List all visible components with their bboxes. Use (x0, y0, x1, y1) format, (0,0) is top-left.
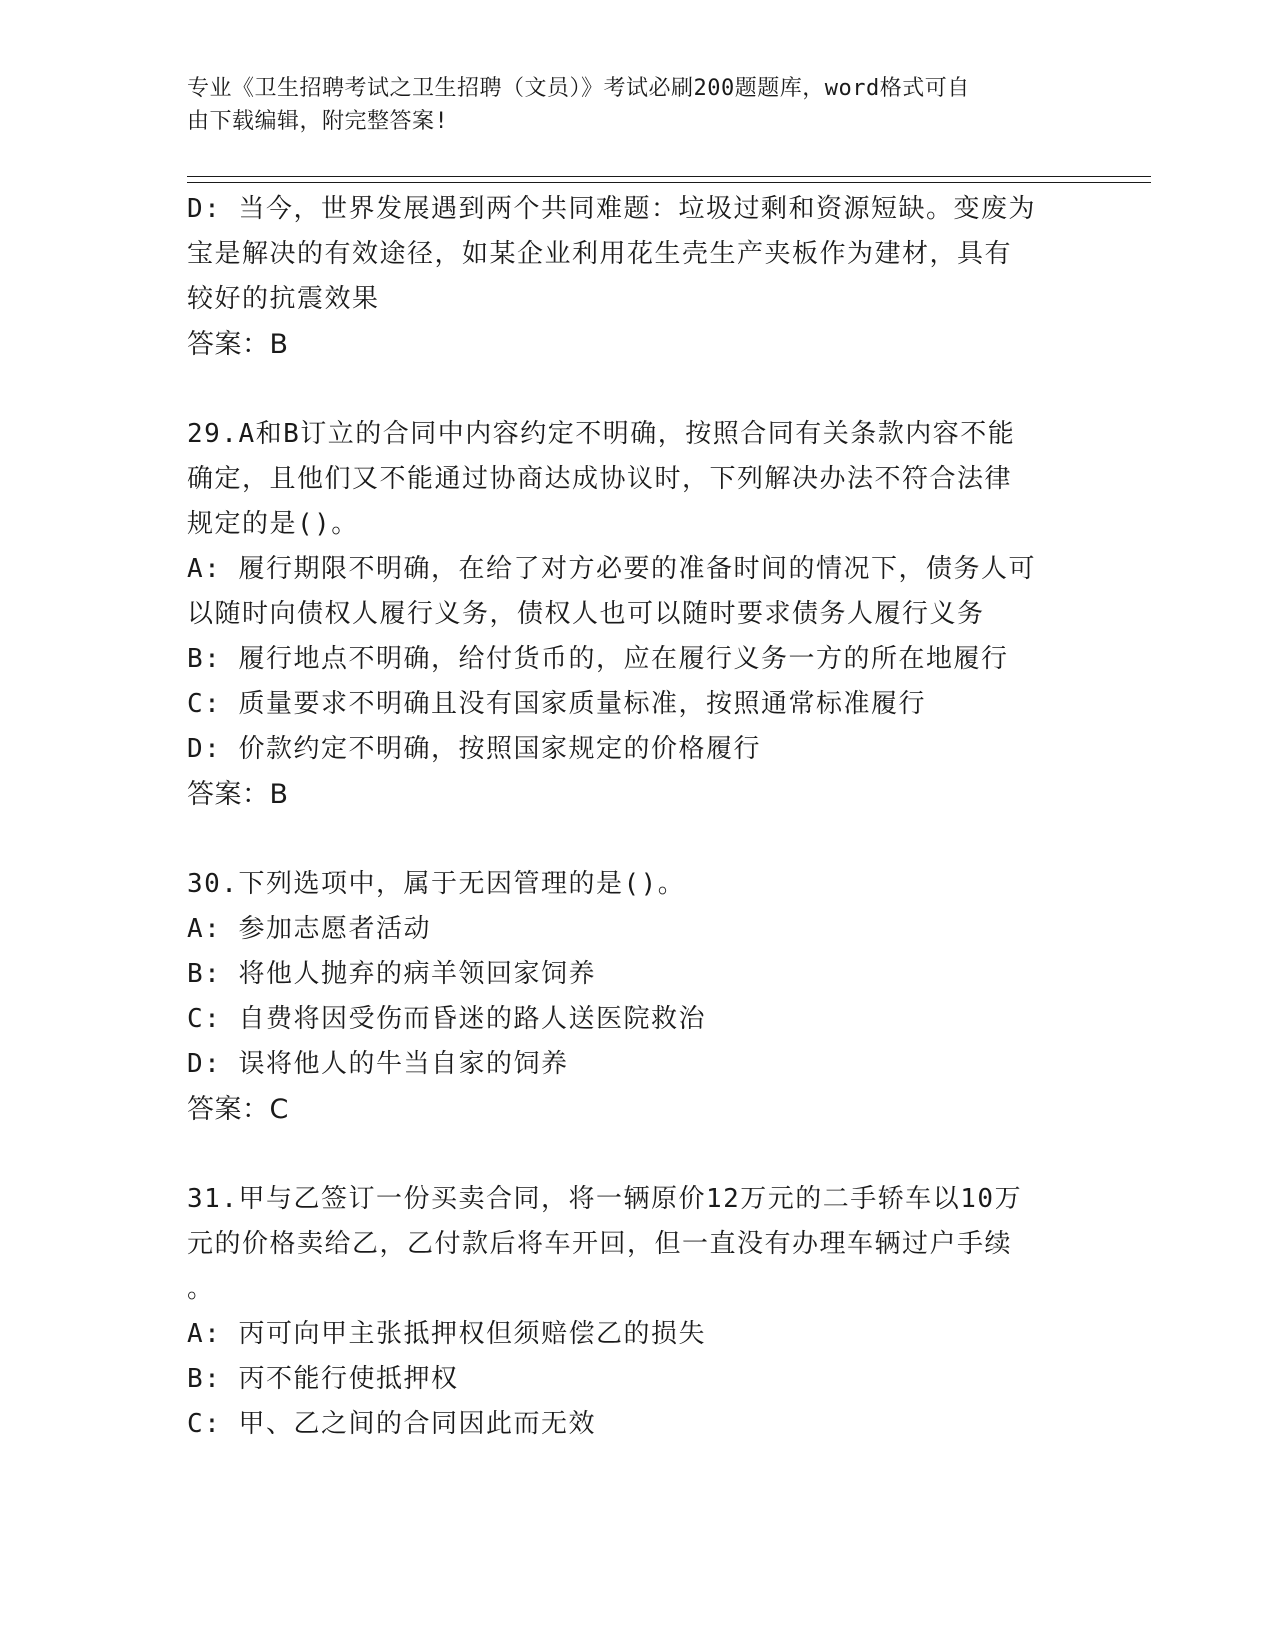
option-line: C: 自费将因受伤而昏迷的路人送医院救治 (187, 1004, 706, 1034)
answer-line: 答案：C (187, 1094, 289, 1125)
answer-line: 答案：B (187, 329, 289, 360)
question-block (187, 862, 1087, 1132)
question-stem-line: 30.下列选项中，属于无因管理的是()。 (187, 869, 686, 899)
document-header (187, 72, 1067, 138)
header-line: 专业《卫生招聘考试之卫生招聘（文员）》考试必刷200题题库，word格式可自 (187, 76, 970, 101)
question-content (187, 187, 1087, 1447)
option-line: C: 质量要求不明确且没有国家质量标准，按照通常标准履行 (187, 689, 926, 719)
option-line: B: 履行地点不明确，给付货币的，应在履行义务一方的所在地履行 (187, 644, 1009, 674)
option-line: D: 当今，世界发展遇到两个共同难题：垃圾过剩和资源短缺。变废为 (187, 194, 1036, 224)
option-line: 较好的抗震效果 (187, 284, 380, 314)
question-stem-line: 确定，且他们又不能通过协商达成协议时，下列解决办法不符合法律 (187, 464, 1013, 494)
option-line: C: 甲、乙之间的合同因此而无效 (187, 1409, 596, 1439)
option-line: A: 参加志愿者活动 (187, 914, 431, 944)
option-line: D: 误将他人的牛当自家的饲养 (187, 1049, 569, 1079)
previous-question-tail (187, 187, 1087, 367)
header-divider (187, 176, 1151, 177)
question-stem-line: 元的价格卖给乙，乙付款后将车开回，但一直没有办理车辆过户手续 (187, 1229, 1013, 1259)
option-line: B: 丙不能行使抵押权 (187, 1364, 459, 1394)
question-stem-line: 31.甲与乙签订一份买卖合同，将一辆原价12万元的二手轿车以10万 (187, 1184, 1023, 1214)
option-line: D: 价款约定不明确，按照国家规定的价格履行 (187, 734, 761, 764)
option-line: B: 将他人抛弃的病羊领回家饲养 (187, 959, 596, 989)
question-block (187, 412, 1087, 817)
question-stem-line: 规定的是()。 (187, 509, 359, 539)
spacer (187, 367, 1087, 412)
header-divider (187, 182, 1151, 183)
question-block (187, 1177, 1087, 1447)
option-line: A: 丙可向甲主张抵押权但须赔偿乙的损失 (187, 1319, 706, 1349)
question-stem-line: 。 (187, 1274, 215, 1304)
spacer (187, 1132, 1087, 1177)
answer-line: 答案：B (187, 779, 289, 810)
question-stem-line: 29.A和B订立的合同中内容约定不明确，按照合同有关条款内容不能 (187, 419, 1016, 449)
option-line: 以随时向债权人履行义务，债权人也可以随时要求债务人履行义务 (187, 599, 985, 629)
spacer (187, 817, 1087, 862)
option-line: A: 履行期限不明确，在给了对方必要的准备时间的情况下，债务人可 (187, 554, 1036, 584)
header-line: 由下载编辑，附完整答案! (187, 109, 449, 134)
option-line: 宝是解决的有效途径，如某企业利用花生壳生产夹板作为建材，具有 (187, 239, 1013, 269)
